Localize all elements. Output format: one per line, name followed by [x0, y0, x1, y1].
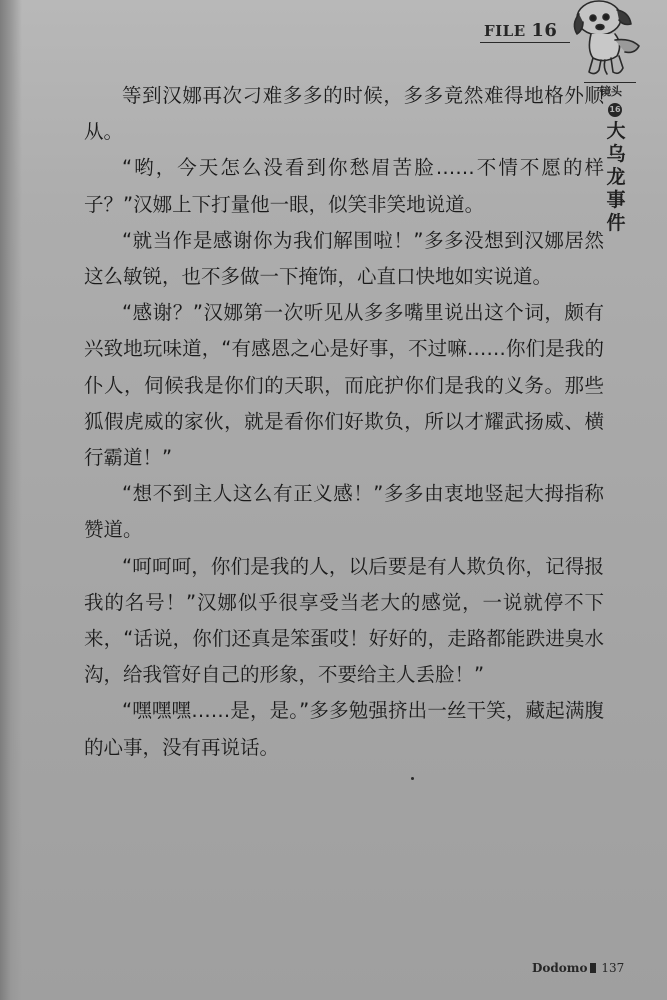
- paragraph: “呵呵呵，你们是我的人，以后要是有人欺负你，记得报我的名号！”汉娜似乎很享受当老大的感觉，一说就停不下来，“话说，你们还真是笨蛋哎！好好的，走路都能跌进臭水沟，给我管好自己的形象，不要给主人丢脸！”: [84, 554, 604, 687]
- side-section-label: 镜头: [600, 85, 622, 98]
- paragraph: “感谢？”汉娜第一次听见从多多嘴里说出这个词，颇有兴致地玩味道，“有感恩之心是好事，不过嘛……你们是我的仆人，伺候我是你们的天职，而庇护你们是我的义务。那些狐假虎威的家伙，就是看你们好欺负，所以才耀武扬威、横行霸道！”: [84, 301, 604, 470]
- page-footer: [532, 961, 624, 975]
- file-label: [484, 20, 557, 41]
- page-gutter-shadow: [0, 0, 22, 1000]
- ink-speck: [411, 777, 414, 780]
- paragraph: “就当作是感谢你为我们解围啦！”多多没想到汉娜居然这么敏锐，也不多做一下掩饰，心直口快地如实说道。: [84, 228, 604, 289]
- page-number: 137: [601, 961, 625, 975]
- paragraph: “嘿嘿嘿……是，是。”多多勉强挤出一丝干笑，藏起满腹的心事，没有再说话。: [84, 699, 604, 759]
- paragraph: “哟，今天怎么没看到你愁眉苦脸……不情不愿的样子？”汉娜上下打量他一眼，似笑非笑地说道。: [84, 156, 604, 216]
- file-word: FILE: [484, 22, 526, 40]
- file-number: 16: [531, 20, 558, 41]
- footer-separator: [590, 963, 596, 973]
- footer-brand: Dodomo: [532, 961, 588, 975]
- side-number-badge: 16: [608, 103, 622, 117]
- body-text: [84, 78, 604, 766]
- cartoon-dog-icon: [569, 0, 645, 80]
- paragraph: “想不到主人这么有正义感！”多多由衷地竖起大拇指称赞道。: [84, 482, 604, 542]
- paragraph: 等到汉娜再次刁难多多的时候，多多竟然难得地格外顺从。: [84, 84, 604, 144]
- side-chapter-title: 大乌龙事件: [606, 120, 626, 234]
